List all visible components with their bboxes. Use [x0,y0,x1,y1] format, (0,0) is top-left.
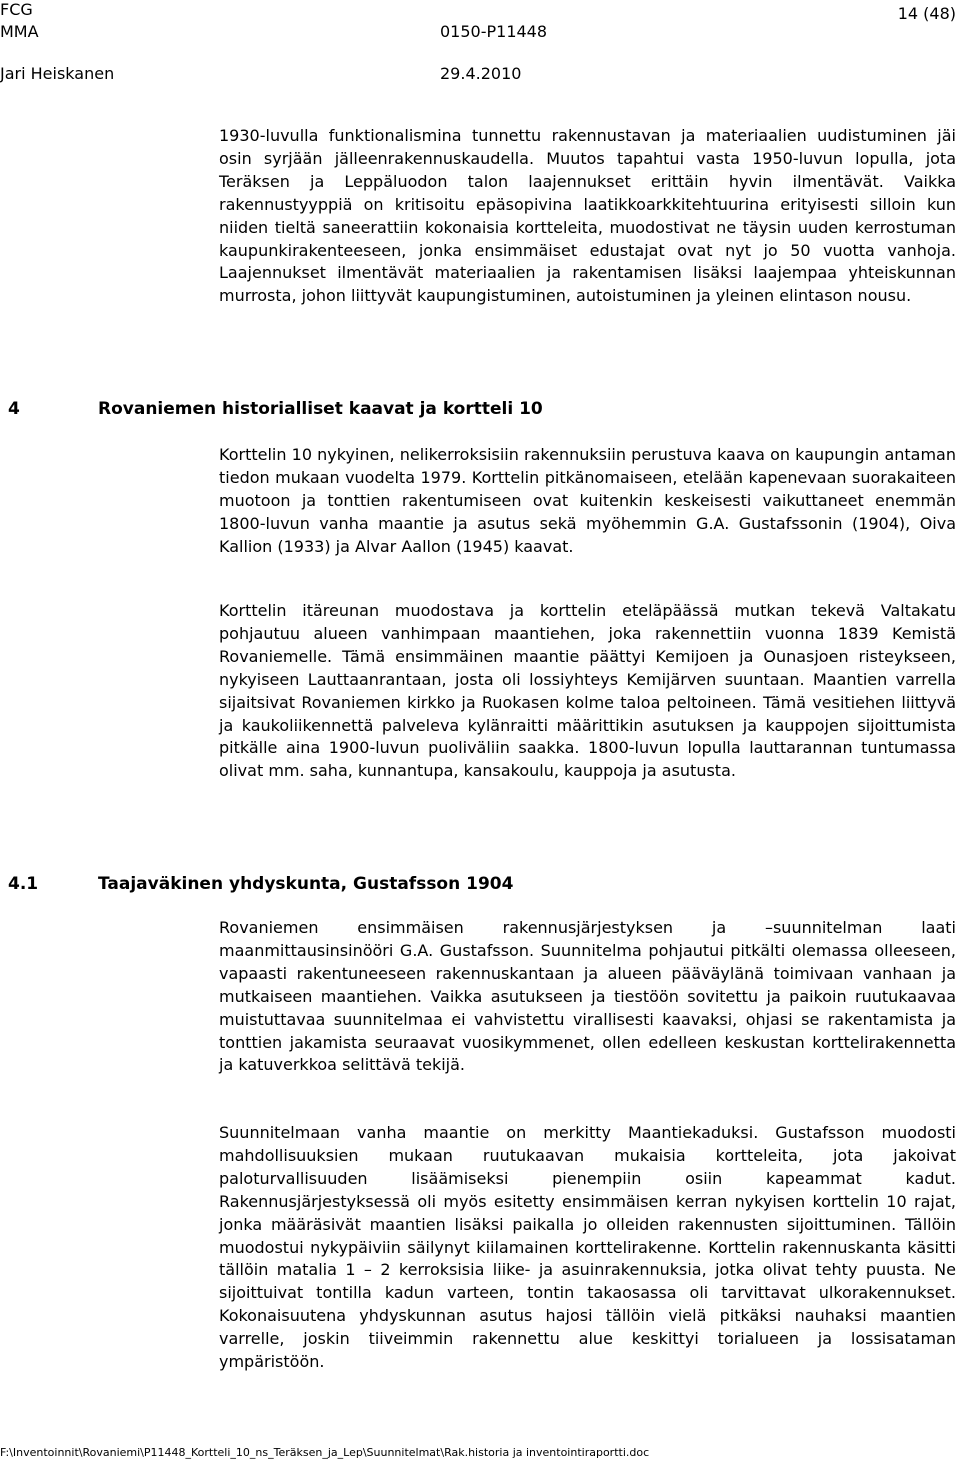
header-page-number: 14 (48) [897,4,956,23]
section-4-title: Rovaniemen historialliset kaavat ja kortteli 10 [98,399,543,419]
header-date: 29.4.2010 [440,64,522,83]
section-4-paragraph-2: Korttelin itäreunan muodostava ja korttelin eteläpäässä mutkan tekevä Valtakatu pohjautuu alueen vanhimpaan maantiehen, joka rakennettiin vuonna 1839 Kemistä Rovaniemelle. Tämä ensimmäinen maantie päättyi Kemijoen ja Ounasjoen risteykseen, nykyiseen Lauttaanrantaan, josta oli lossiyhteys Kemijärven suuntaan. Maantien varrella sijaitsivat Rovaniemen kirkko ja Ruokasen kolme taloa peltoineen. Tämä vesitiehen liittyvä ja kaukoliikennettä palveleva kylänraitti määrittikin asutuksen ja kauppojen sijoittumista pitkälle aina 1900-luvun puoliväliin saakka. 1800-luvun lopulla lauttarannan tuntumassa olivat mm. saha, kunnantupa, kansakoulu, kauppoja ja asutusta. [219,601,956,781]
intro-paragraph: 1930-luvulla funktionalismina tunnettu rakennustavan ja materiaalien uudistuminen jäi osin syrjään jälleenrakennuskaudella. Muutos tapahtui vasta 1950-luvun lopulla, jota Teräksen ja Leppäluodon talon laajennukset erittäin hyvin ilmentävät. Vaikka rakennustyyppiä on kritisoitu epäsopivina laatikkoarkkitehtuurina erityisesti silloin kun niiden tieltä saneerattiin kokonaisia kortteleita, muodostivat ne täysin uuden kerrostuman kaupunkirakenteeseen, jonka ensimmäiset edustajat ovat nyt jo 50 vuotta vanhoja. Laajennukset ilmentävät materiaalien ja rakentamisen lisäksi laajempaa yhteiskunnan murrosta, johon liittyvät kaupungistuminen, autoistuminen ja yleinen elintason nousu. [219,126,956,306]
section-4-1-title: Taajaväkinen yhdyskunta, Gustafsson 1904 [98,874,514,894]
header-author: Jari Heiskanen [0,64,115,83]
section-4-paragraph-1: Korttelin 10 nykyinen, nelikerroksisiin rakennuksiin perustuva kaava on kaupungin antaman tiedon mukaan vuodelta 1979. Korttelin pitkänomaiseen, etelään kapenevaan suorakaiteen muotoon ja tonttien rakentumiseen ovat kuitenkin keskeisesti vaikuttaneet enemmän 1800-luvun vanha maantie ja asutus sekä myöhemmin G.A. Gustafssonin (1904), Oiva Kallion (1933) ja Alvar Aallon (1945) kaavat. [219,445,956,556]
section-4-1-paragraph-2: Suunnitelmaan vanha maantie on merkitty Maantiekaduksi. Gustafsson muodosti mahdollisuuksien mukaan ruutukaavan mukaisia kortteleita, jota jakoivat paloturvallisuuden lisäämiseksi pienempiin osiin kapeammat kadut. Rakennusjärjestyksessä oli myös esitetty ensimmäisen kerran nykyisen korttelin 10 rajat, jonka määräsivät maantien lisäksi paikalla jo olleiden rakennusten sijoittuminen. Tällöin muodostui nykypäiviin säilynyt kiilamainen korttelirakenne. Korttelin rakennuskanta käsitti tällöin matalia 1 – 2 kerroksisia liike- ja asuinrakennuksia, jotka olivat tehty puusta. Ne sijoittuivat tontilla kadun varteen, tontin takaosassa oli tarvittavat ulkorakennukset. Kokonaisuutena yhdyskunnan asutus hajosi tällöin vielä pitkäksi nauhaksi maantien varrelle, joskin tiiveimmin rakennettu alue keskittyi torialueen ja lossisataman ympäristöön. [219,1123,956,1372]
section-4-1-number: 4.1 [8,874,39,894]
header-doc-id: 0150-P11448 [440,22,548,41]
footer-file-path: F:\Inventoinnit\Rovaniemi\P11448_Kortteli_10_ns_Teräksen_ja_Lep\Suunnitelmat\Rak.historia ja inventointiraportti.doc [0,1446,650,1459]
header-company: FCG [0,0,33,19]
section-4-number: 4 [8,399,20,419]
section-4-1-paragraph-1: Rovaniemen ensimmäisen rakennusjärjestyksen ja –suunnitelman laati maanmittausinsinööri G.A. Gustafsson. Suunnitelma pohjautui pitkälti olemassa olleeseen, vapaasti rakentuneeseen rakennuskantaan ja alueen pääväylänä toimivaan vanhaan ja mutkaiseen maantiehen. Vaikka asutukseen ja tiestöön sovitettu ja paikoin ruutukaavaa muistuttavaa suunnitelmaa ei vahvistettu virallisesti kaavaksi, ohjasi se rakentamista ja tonttien jakamista seuraavat vuosikymmenet, ollen edelleen keskustan korttelirakennetta ja katuverkkoa selittävä tekijä. [219,918,956,1075]
header-unit: MMA [0,22,39,41]
